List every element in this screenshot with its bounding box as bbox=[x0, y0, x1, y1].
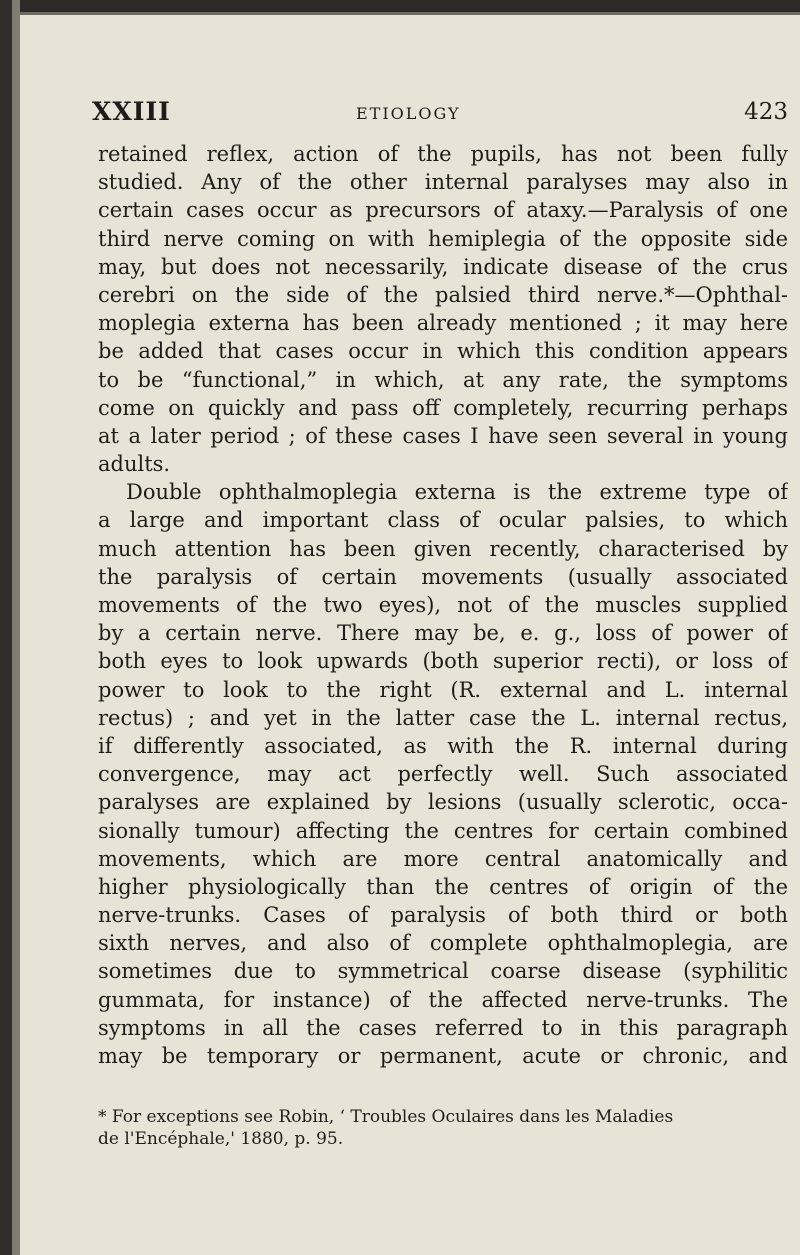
text-line: both eyes to look upwards (both superior recti), or loss of bbox=[98, 649, 788, 674]
text-line: third nerve coming on with hemiplegia of the opposite side bbox=[98, 226, 788, 251]
footnote-line: de l'Encéphale,' 1880, p. 95. bbox=[98, 1129, 344, 1149]
text-line: movements of the two eyes), not of the muscles supplied bbox=[98, 593, 788, 617]
text-line: cerebri on the side of the palsied third nerve.*—Ophthal- bbox=[98, 282, 788, 307]
text-line: may be temporary or permanent, acute or chronic, and bbox=[98, 1044, 788, 1068]
page-number: 423 bbox=[744, 99, 788, 125]
text-line: at a later period ; of these cases I have seen several in young bbox=[98, 423, 788, 448]
text-line: studied. Any of the other internal paralyses may also in bbox=[98, 170, 788, 195]
book-spine-edge bbox=[0, 0, 12, 1255]
text-line: sixth nerves, and also of complete ophthalmoplegia, are bbox=[98, 931, 788, 956]
text-line: sometimes due to symmetrical coarse disease (syphilitic bbox=[98, 959, 788, 984]
text-line: much attention has been given recently, characterised by bbox=[98, 536, 788, 561]
text-line: convergence, may act perfectly well. Such associated bbox=[98, 762, 788, 787]
book-gutter bbox=[12, 0, 20, 1255]
text-line: a large and important class of ocular palsies, to which bbox=[98, 508, 788, 533]
text-line: by a certain nerve. There may be, e. g., loss of power of bbox=[98, 621, 788, 646]
text-line: retained reflex, action of the pupils, has not been fully bbox=[98, 142, 788, 166]
running-header bbox=[92, 97, 792, 137]
text-line: if differently associated, as with the R. internal during bbox=[98, 733, 788, 758]
text-line: nerve-trunks. Cases of paralysis of both third or both bbox=[98, 903, 788, 928]
text-line: Double ophthalmoplegia externa is the extreme type of bbox=[126, 480, 788, 505]
running-title: ETIOLOGY bbox=[356, 104, 461, 123]
text-line: gummata, for instance) of the affected nerve-trunks. The bbox=[98, 987, 788, 1012]
text-line: come on quickly and pass off completely, recurring perhaps bbox=[98, 395, 788, 420]
text-line: paralyses are explained by lesions (usually sclerotic, occa- bbox=[98, 790, 788, 815]
text-line: sionally tumour) affecting the centres for certain combined bbox=[98, 818, 788, 843]
text-line: to be “functional,” in which, at any rate, the symptoms bbox=[98, 367, 788, 392]
text-line: adults. bbox=[98, 452, 171, 477]
scan-top-edge bbox=[0, 0, 800, 12]
text-line: symptoms in all the cases referred to in this paragraph bbox=[98, 1015, 788, 1040]
text-line: certain cases occur as precursors of ataxy.—Paralysis of one bbox=[98, 198, 788, 223]
chapter-number: XXIII bbox=[92, 97, 171, 126]
text-line: may, but does not necessarily, indicate disease of the crus bbox=[98, 254, 788, 279]
text-line: the paralysis of certain movements (usually associated bbox=[98, 564, 788, 589]
text-line: rectus) ; and yet in the latter case the L. internal rectus, bbox=[98, 705, 788, 730]
text-line: power to look to the right (R. external and L. internal bbox=[98, 677, 788, 702]
text-line: higher physiologically than the centres of origin of the bbox=[98, 874, 788, 899]
text-line: moplegia externa has been already mentioned ; it may here bbox=[98, 311, 788, 336]
text-line: be added that cases occur in which this condition appears bbox=[98, 339, 788, 364]
footnote-line: * For exceptions see Robin, ‘ Troubles Oculaires dans les Maladies bbox=[98, 1107, 674, 1127]
text-line: movements, which are more central anatomically and bbox=[98, 846, 788, 871]
body-text bbox=[98, 140, 788, 1070]
